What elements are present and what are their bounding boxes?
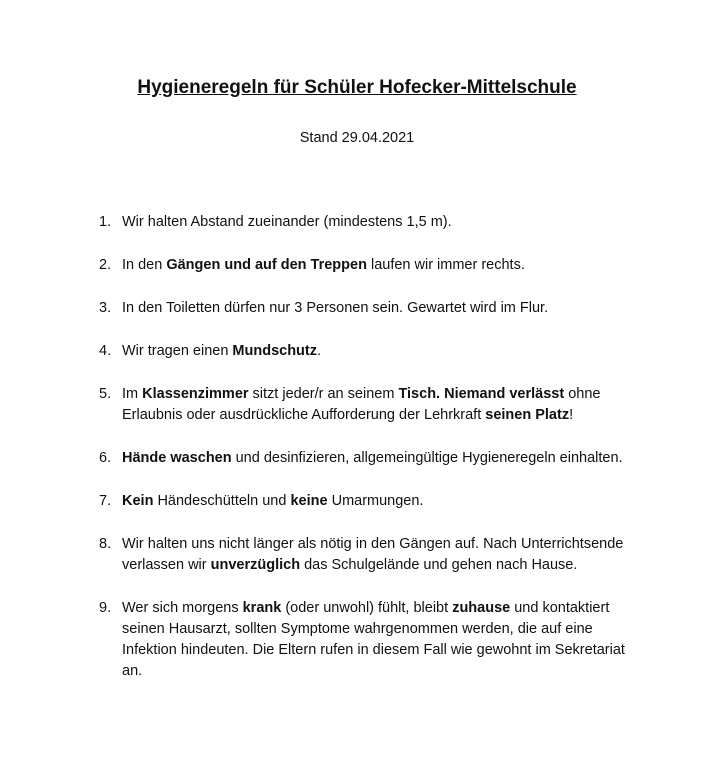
rule-text-bold: keine [290,493,328,509]
rule-text [122,257,525,273]
rule-text-bold: Klassenzimmer [142,386,249,402]
rule-text [122,386,601,423]
rule-text-bold: Kein [122,493,154,509]
rule-text-segment: ! [569,407,574,423]
rule-text [122,300,548,316]
rule-number: 4. [99,343,112,359]
rule-text-bold: krank [242,600,282,616]
rule-item [0,212,714,233]
rule-text-segment: und desinfizieren, allgemeingültige Hygieneregeln einhalten. [231,450,623,466]
rule-number: 9. [99,600,112,616]
rule-text-segment: In den [122,257,167,273]
rule-text-segment: In den Toiletten dürfen nur 3 Personen sein. Gewartet wird im Flur. [122,300,549,316]
rule-text-segment: laufen wir immer rechts. [366,257,525,273]
rule-item [0,534,714,576]
rule-text [122,536,623,573]
rule-text [122,600,625,679]
rule-text-bold: Hände waschen [122,450,232,466]
rule-text-segment: Im [122,386,143,402]
rule-text-segment: Wir halten Abstand zueinander (mindestens 1,5 m). [122,214,452,230]
rule-text-bold: Gängen und auf den Treppen [166,257,367,273]
rule-item [0,448,714,469]
document-date: Stand 29.04.2021 [299,130,415,146]
rule-text-segment: Händeschütteln und [153,493,291,509]
rule-text-bold: unverzüglich [210,557,301,573]
rule-text-segment: (oder unwohl) fühlt, bleibt [281,600,453,616]
document-title: Hygieneregeln für Schüler Hofecker-Mittelschule [137,77,577,98]
rule-item [0,598,714,682]
rule-text-segment: Wir tragen einen [122,343,233,359]
rules-list [0,212,714,704]
rule-item [0,491,714,512]
rule-item [0,341,714,362]
rule-text-segment: Umarmungen. [327,493,424,509]
rule-text-segment: und kontaktiert seinen Hausarzt, sollten Symptome wahrgenommen werden, die auf eine Infektion hindeuten. Die Eltern rufen in diesem Fall wie gewohnt im Sekretariat an. [122,600,625,679]
rule-text [122,214,452,230]
rule-item [0,298,714,319]
rule-number: 6. [99,450,112,466]
rule-item [0,384,714,426]
rule-number: 2. [99,257,112,273]
rule-text [122,493,423,509]
rule-text-bold: seinen Platz [485,407,570,423]
rule-text-bold: Tisch. Niemand verlässt [398,386,565,402]
rule-number: 3. [99,300,112,316]
rule-text-segment: Wir halten uns nicht länger als nötig in den Gängen auf. Nach Unterrichtsende verlassen wir [122,536,624,573]
rule-item [0,255,714,276]
rule-text-bold: Mundschutz [232,343,317,359]
rule-text-segment: das Schulgelände und gehen nach Hause. [300,557,578,573]
rule-text-segment: Wer sich morgens [122,600,243,616]
rule-number: 5. [99,386,112,402]
rule-text-bold: zuhause [452,600,511,616]
rule-text-segment: sitzt jeder/r an seinem [248,386,399,402]
rule-text [122,450,623,466]
rule-text-segment: ohne Erlaubnis oder ausdrückliche Aufforderung der Lehrkraft [122,386,601,423]
rule-number: 1. [99,214,112,230]
rule-number: 7. [99,493,112,509]
rule-number: 8. [99,536,112,552]
rule-text [122,343,321,359]
rule-text-segment: . [317,343,322,359]
